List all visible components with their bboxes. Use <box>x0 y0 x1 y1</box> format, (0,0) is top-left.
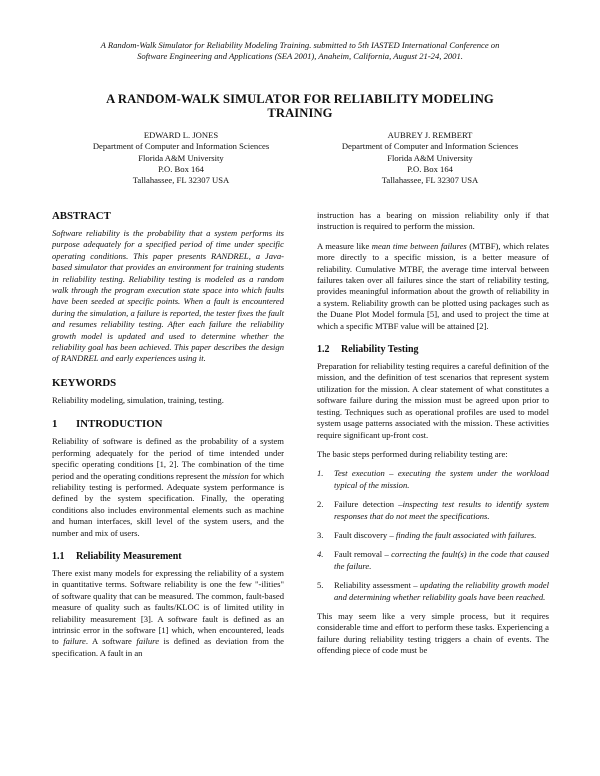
testing-steps-list <box>317 468 549 603</box>
author-block-2 <box>305 130 555 186</box>
reliability-testing-paragraph-1: Preparation for reliability testing requires a careful definition of the mission, and the definition of test scenarios that represent system utilization for the mission. A clear statement of what constitutes a software failure during the mission must be agreed upon prior to testing. Techniques such as operational profiles are used to model system usage patterns associated with the mission. These activities require significant up-front cost. <box>317 361 549 440</box>
abstract-heading: ABSTRACT <box>52 210 111 222</box>
author-box: P.O. Box 164 <box>407 163 453 174</box>
reliability-measurement-section <box>52 551 284 659</box>
section-title: Reliability Measurement <box>76 550 182 562</box>
text-run: is defined as deviation from the specification. A fault in an <box>52 636 284 658</box>
reliability-testing-paragraph-3: This may seem like a very simple process, but it requires considerable time and effort to perform these tasks. Experiencing a failure during reliability testing triggers a chain of events. The offending piece of code must be <box>317 610 549 656</box>
author-name: AUBREY J. REMBERT <box>387 130 473 140</box>
text-run: There exist many models for expressing the reliability of a system in quantitative terms. Software reliability is one the few "-ilities" of software quality that can be measured. The common, fault-based measure of quality such as faults/KLOC is of limited utility in reliability measurement [3]. A software fault is defined as an intrinsic error in the software [1] which, when encountered, leads to <box>52 567 284 647</box>
step-label: Fault discovery – <box>334 529 396 540</box>
list-number: 1. <box>317 468 324 479</box>
author-box: P.O. Box 164 <box>158 163 204 174</box>
list-item <box>317 580 549 603</box>
keywords-heading: KEYWORDS <box>52 376 117 389</box>
step-description: updating the reliability growth model and determining whether reliability goals have been reached. <box>334 580 550 602</box>
author-city: Tallahassee, FL 32307 USA <box>132 175 230 186</box>
section-number: 1 <box>52 418 58 431</box>
author-university: Florida A&M University <box>138 152 224 163</box>
author-name: EDWARD L. JONES <box>143 130 219 140</box>
introduction-paragraph <box>52 436 284 539</box>
list-item <box>317 499 549 522</box>
reliability-measurement-heading <box>52 551 284 563</box>
mtbf-paragraph <box>317 241 549 332</box>
step-description: inspecting test results to identify system responses that do not meet the specifications. <box>334 499 550 521</box>
step-label: Failure detection – <box>334 499 403 510</box>
section-number: 1.1 <box>52 550 65 562</box>
list-item <box>317 530 549 541</box>
list-number: 5. <box>317 580 324 591</box>
list-number: 3. <box>317 529 324 540</box>
emphasis-text: failure <box>136 636 160 647</box>
step-description: correcting the fault(s) in the code that caused the failure. <box>334 549 549 571</box>
section-title: Reliability Testing <box>341 344 419 356</box>
continued-paragraph: instruction has a bearing on mission reliability only if that instruction is required to perform the mission. <box>317 210 549 232</box>
author-dept: Department of Computer and Information Sciences <box>92 141 270 152</box>
introduction-heading <box>52 418 284 430</box>
keywords-text: Reliability modeling, simulation, training, testing. <box>52 394 224 405</box>
list-number: 4. <box>317 549 324 560</box>
section-title: INTRODUCTION <box>76 418 163 431</box>
title-line-2: TRAINING <box>267 106 333 120</box>
reliability-testing-heading <box>317 344 549 356</box>
step-label: Reliability assessment – <box>334 580 420 591</box>
author-university: Florida A&M University <box>387 152 473 163</box>
text-run: for which reliability testing is performed. Adequate system performance is defined by the system specification. Finally, the operating conditions also includes environmental elements such as machine and human interfaces, skill level of the system users, and the number and mix of users. <box>52 470 284 538</box>
reliability-testing-section <box>317 344 549 657</box>
left-column <box>52 210 284 667</box>
text-run: . A software <box>85 636 137 647</box>
text-run: A measure like <box>317 240 372 251</box>
right-column <box>317 210 549 665</box>
author-block-1 <box>56 130 306 186</box>
emphasis-text: mean time between failures <box>371 240 467 251</box>
step-label: Fault removal – <box>334 549 392 560</box>
step-label: Test execution – <box>334 468 398 479</box>
title-line-1: A RANDOM-WALK SIMULATOR FOR RELIABILITY MODELING <box>106 92 494 106</box>
emphasis-text: failure <box>63 636 86 647</box>
abstract-text: Software reliability is the probability that a system performs its purpose adequately for a specified period of time under specific operating conditions. This paper presents RANDREL, a Java-based simulator that provides an environment for training students in reliability testing. Reliability testing is modeled as a random walk through the program execution state space into which faults have been seeded at specific points. When a fault is encountered during the simulation, a failure is reported, the tester fixes the fault and resumes reliability testing. After each failure the reliability growth model is updated and used to determine whether the reliability goal has been achieved. This paper describes the design of RANDREL and early experiences using it. <box>52 228 284 364</box>
paper-title <box>40 92 560 120</box>
emphasis-text: mission <box>222 470 249 481</box>
author-city: Tallahassee, FL 32307 USA <box>381 175 479 186</box>
author-dept: Department of Computer and Information Sciences <box>341 141 519 152</box>
abstract-section <box>52 210 284 365</box>
keywords-section <box>52 377 284 406</box>
list-number: 2. <box>317 499 324 510</box>
text-run: Reliability of software is defined as the probability of a system performing adequately for the period of time intended under specific operating conditions [1, 2]. The combination of the time period and the operating conditions represent the <box>52 436 284 481</box>
header-note-line-2: Software Engineering and Applications (SEA 2001), Anaheim, California, August 21-24, 2001. <box>137 51 463 61</box>
introduction-section <box>52 418 284 539</box>
reliability-measurement-paragraph <box>52 568 284 659</box>
text-run: (MTBF), which relates more directly to a specific mission, is a better measure of reliability. Cumulative MTBF, the average time interval between failures taken over all failures since the start of reliability testing, provides meaningful information about the growth of reliability in a system. Reliability growth can be plotted using packages such as the Duane Plot Model formula [5], and used to project the time at which a specific MTBF value will be attained [2]. <box>317 240 549 331</box>
section-number: 1.2 <box>317 344 330 356</box>
reliability-testing-paragraph-2: The basic steps performed during reliability testing are: <box>317 448 508 459</box>
list-item <box>317 468 549 491</box>
list-item <box>317 549 549 572</box>
step-description: finding the fault associated with failures. <box>395 529 537 540</box>
header-note-line-1: A Random-Walk Simulator for Reliability Modeling Training. submitted to 5th IASTED International Conference on <box>100 40 500 50</box>
step-description: executing the system under the workload typical of the mission. <box>334 468 549 490</box>
header-note <box>40 40 560 62</box>
